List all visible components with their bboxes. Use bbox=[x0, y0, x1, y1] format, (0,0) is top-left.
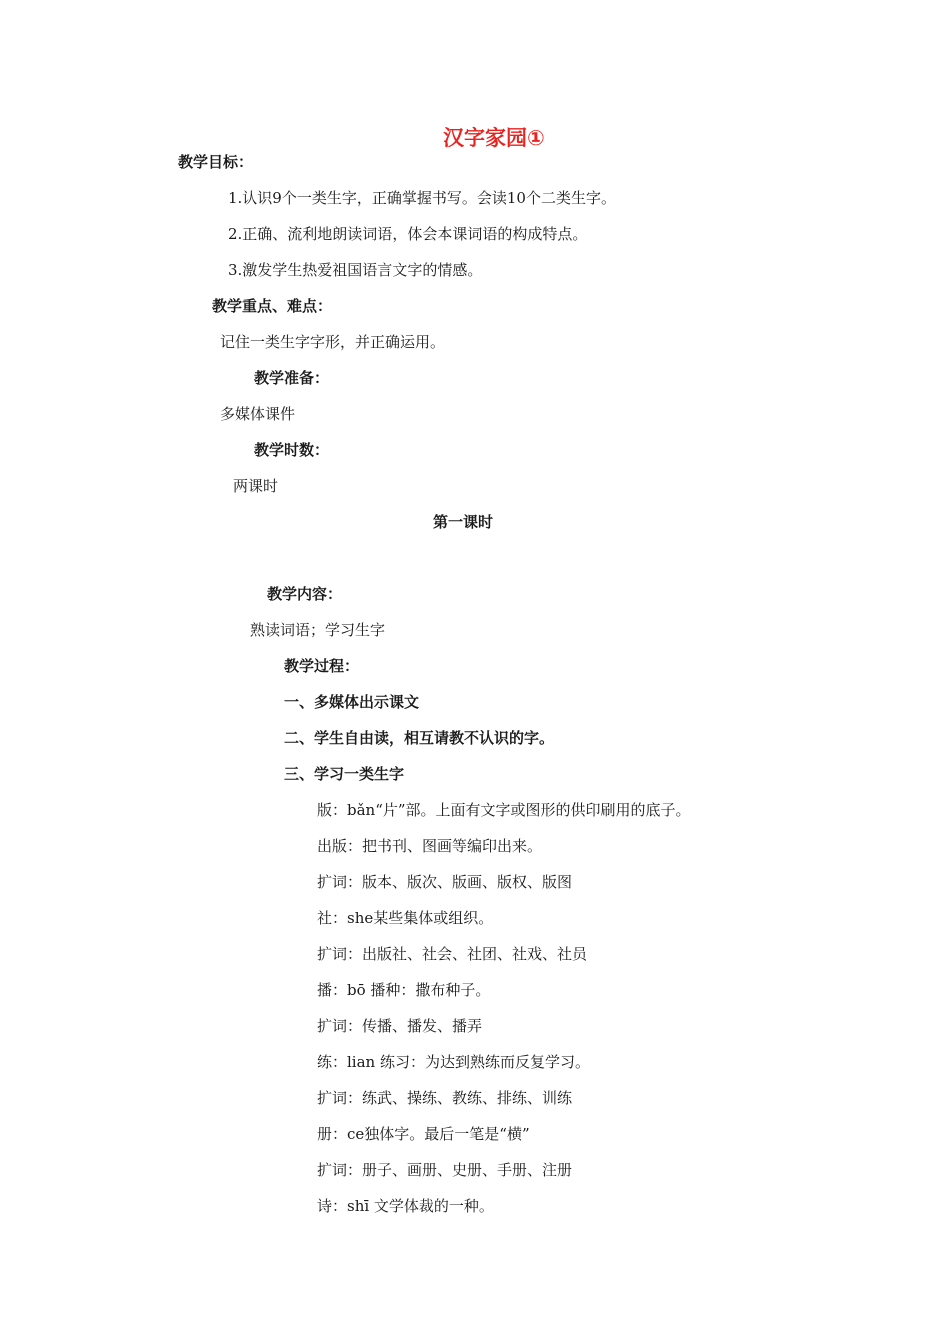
hours-heading: 教学时数： bbox=[254, 441, 330, 459]
entry-line: 诗：shī 文学体裁的一种。 bbox=[317, 1197, 494, 1215]
process-heading: 教学过程： bbox=[284, 657, 360, 675]
key-points-text: 记住一类生字字形，并正确运用。 bbox=[220, 333, 446, 351]
entry-line: 版：bǎn“片”部。上面有文字或图形的供印刷用的底子。 bbox=[317, 801, 691, 819]
key-points-heading: 教学重点、难点： bbox=[212, 297, 333, 315]
goals-heading: 教学目标： bbox=[178, 153, 254, 171]
entry-line: 练：lian 练习：为达到熟练而反复学习。 bbox=[317, 1053, 590, 1071]
entry-line: 播：bō 播种：撒布种子。 bbox=[317, 981, 491, 999]
goal-item-2: 2.正确、流利地朗读词语，体会本课词语的构成特点。 bbox=[228, 225, 588, 243]
hours-text: 两课时 bbox=[233, 477, 279, 495]
content-text: 熟读词语；学习生字 bbox=[250, 621, 386, 639]
process-step-1: 一、多媒体出示课文 bbox=[284, 693, 420, 711]
entry-line: 扩词：传播、播发、播弄 bbox=[317, 1017, 483, 1035]
goal-item-3: 3.激发学生热爱祖国语言文字的情感。 bbox=[228, 261, 483, 279]
entry-line: 扩词：练武、操练、教练、排练、训练 bbox=[317, 1089, 573, 1107]
preparation-text: 多媒体课件 bbox=[220, 405, 296, 423]
entry-line: 扩词：版本、版次、版画、版权、版图 bbox=[317, 873, 573, 891]
document-title: 汉字家园① bbox=[443, 126, 545, 150]
lesson-heading: 第一课时 bbox=[433, 513, 494, 531]
entry-line: 社：she某些集体或组织。 bbox=[317, 909, 494, 927]
entry-line: 册：ce独体字。最后一笔是“横” bbox=[317, 1125, 530, 1143]
goal-item-1: 1.认识9个一类生字，正确掌握书写。会读10个二类生字。 bbox=[228, 189, 616, 207]
process-step-2: 二、学生自由读，相互请教不认识的字。 bbox=[284, 729, 555, 747]
entry-line: 扩词：出版社、社会、社团、社戏、社员 bbox=[317, 945, 588, 963]
preparation-heading: 教学准备： bbox=[254, 369, 330, 387]
entry-line: 扩词：册子、画册、史册、手册、注册 bbox=[317, 1161, 573, 1179]
entry-line: 出版：把书刊、图画等编印出来。 bbox=[317, 837, 543, 855]
process-step-3: 三、学习一类生字 bbox=[284, 765, 405, 783]
content-heading: 教学内容： bbox=[267, 585, 343, 603]
